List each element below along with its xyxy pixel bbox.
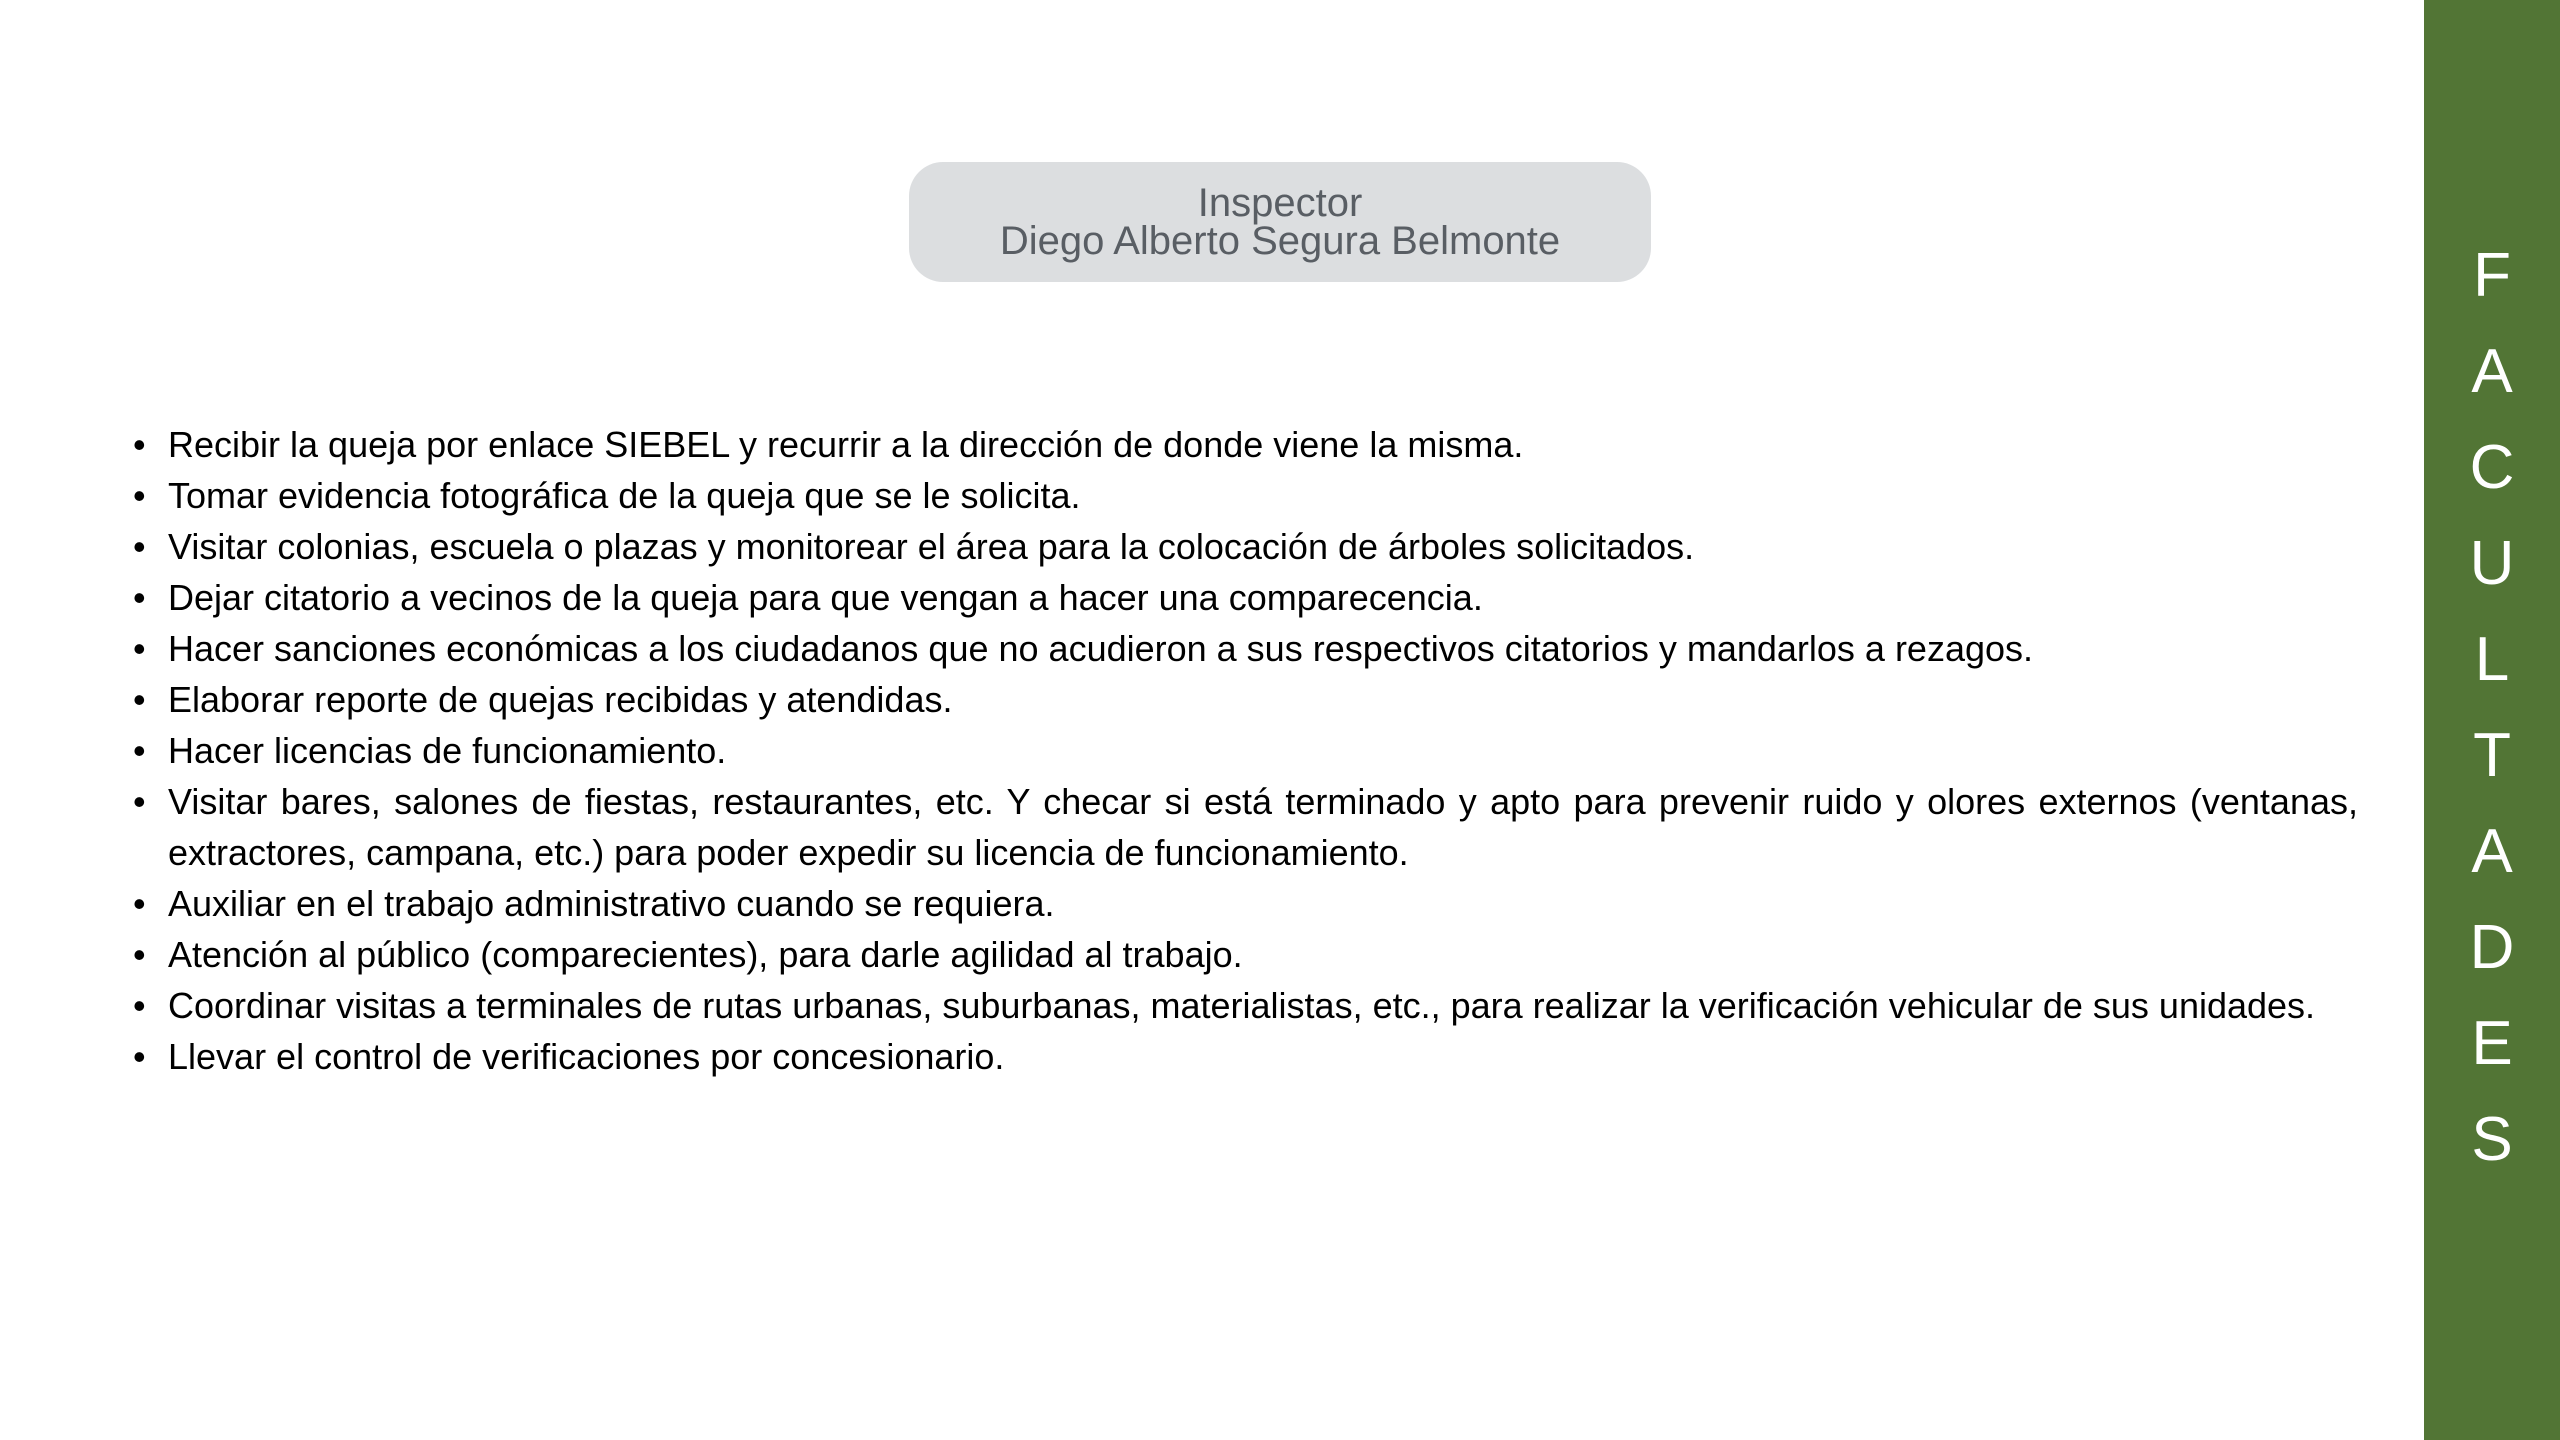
list-item: • Visitar colonias, escuela o plazas y monitorear el área para la colocación de árboles solicitados.	[133, 521, 2358, 572]
title-role: Inspector	[1197, 181, 1363, 225]
sidebar-letter: D	[2469, 913, 2515, 982]
facultades-list	[133, 419, 2358, 1082]
title-person-name: Diego Alberto Segura Belmonte	[999, 219, 1561, 263]
list-item: • Atención al público (comparecientes), para darle agilidad al trabajo.	[133, 929, 2358, 980]
sidebar-letter: F	[2473, 241, 2511, 310]
list-item: • Llevar el control de verificaciones por concesionario.	[133, 1031, 2358, 1082]
list-item: • Tomar evidencia fotográfica de la queja que se le solicita.	[133, 470, 2358, 521]
list-item: • Hacer licencias de funcionamiento.	[133, 725, 2358, 776]
facultades-sidebar	[2424, 0, 2560, 1440]
title-box	[909, 162, 1651, 282]
sidebar-letter: A	[2471, 337, 2513, 406]
sidebar-letter: U	[2469, 529, 2515, 598]
list-item: • Coordinar visitas a terminales de rutas urbanas, suburbanas, materialistas, etc., para realizar la verificación vehicular de sus unidades.	[133, 980, 2358, 1031]
sidebar-letter: S	[2471, 1105, 2513, 1174]
list-item: • Auxiliar en el trabajo administrativo cuando se requiera.	[133, 878, 2358, 929]
list-item: • Recibir la queja por enlace SIEBEL y recurrir a la dirección de donde viene la misma.	[133, 419, 2358, 470]
list-item: • Elaborar reporte de quejas recibidas y atendidas.	[133, 674, 2358, 725]
list-item: • Hacer sanciones económicas a los ciudadanos que no acudieron a sus respectivos citatorios y mandarlos a rezagos.	[133, 623, 2358, 674]
sidebar-letter: T	[2473, 721, 2511, 790]
sidebar-letter: C	[2469, 433, 2515, 502]
sidebar-letter: E	[2471, 1009, 2513, 1078]
sidebar-vertical-title	[2424, 228, 2560, 1188]
list-item: • Dejar citatorio a vecinos de la queja para que vengan a hacer una comparecencia.	[133, 572, 2358, 623]
sidebar-letter: A	[2471, 817, 2513, 886]
list-item: • Visitar bares, salones de fiestas, restaurantes, etc. Y checar si está terminado y apto para prevenir ruido y olores externos (ventanas, extractores, campana, etc.) para poder expedir su licencia de funcionamiento.	[133, 776, 2358, 878]
sidebar-letter: L	[2474, 625, 2510, 694]
